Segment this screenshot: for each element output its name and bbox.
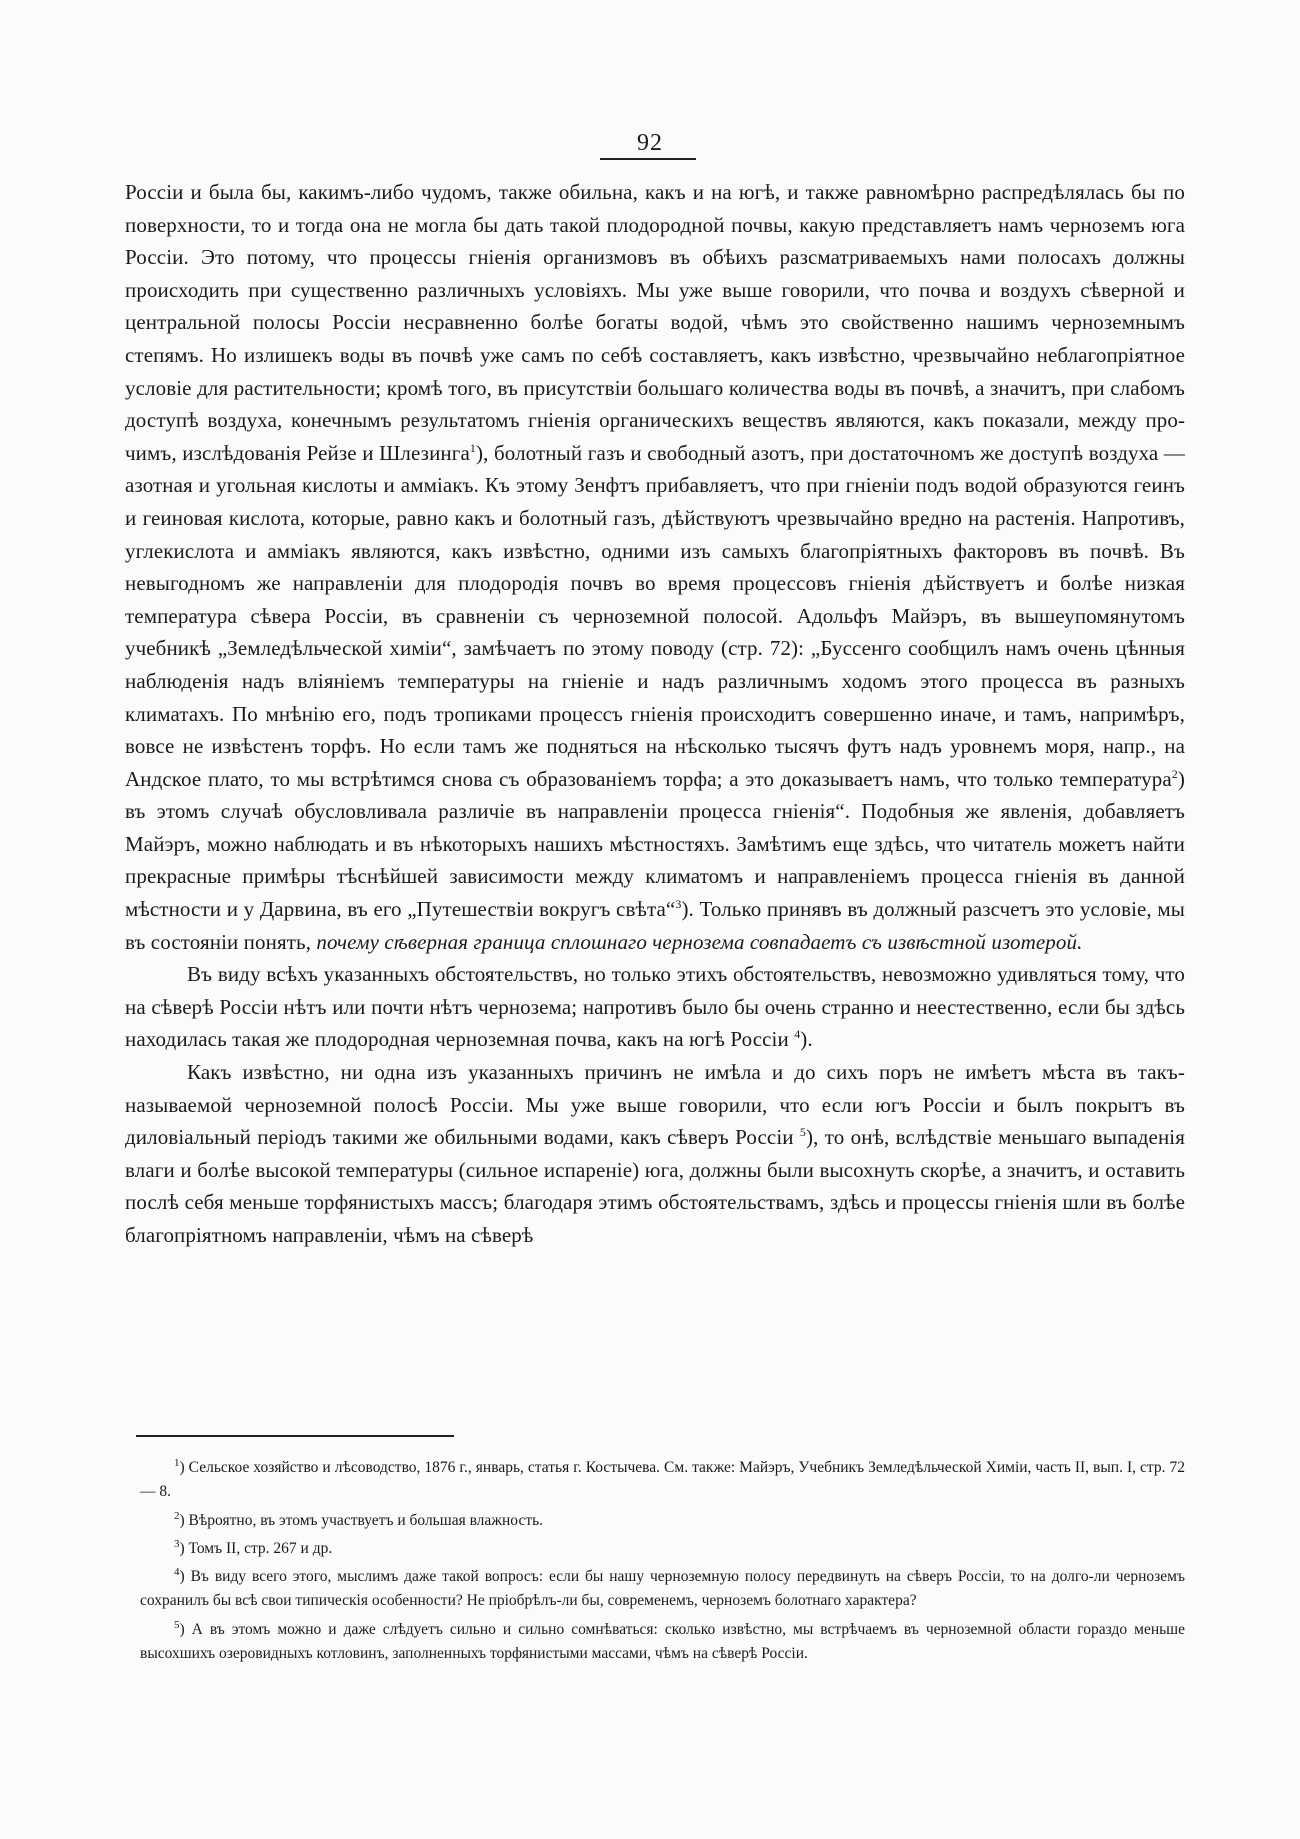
text-run: ). Только принявъ въ должный разсчетъ это условіе, мы въ состояніи понять, [125,897,1185,954]
paragraph [125,958,1185,1056]
text-run: Какъ извѣстно, ни одна изъ указанныхъ причинъ не имѣла и до сихъ поръ не имѣетъ мѣста въ такъ-называемой черноземной полосѣ Россіи. Мы уже выше говорили, что если югъ Россіи и былъ покрытъ въ диловіальный періодъ такими же обильными водами, какъ сѣверъ Россіи [125,1060,1185,1150]
footnote-mark: 3 [174,1537,180,1550]
text-run: ), болотный газъ и свободный азотъ, при достаточномъ же доступѣ воздуха — азотная и угольная кислоты и аммiакъ. Къ этому Зенфтъ прибавляетъ, что при гніеніи подъ водой образуются геинъ и геиновая кислота, которые, равно какъ и болотный газъ, дѣйствуютъ чрезвычайно вредно на растенія. Напротивъ, углекислота и аммiакъ являются, какъ извѣстно, одними изъ самыхъ благопріятныхъ факторовъ въ почвѣ. Въ невыгодномъ же направленіи для плодородія почвъ во время процессовъ гніенія дѣйствуетъ и болѣе низкая температура сѣвера Россіи, въ сравненіи съ черноземной полосой. Адольфъ Майэръ, въ вышеупомянутомъ учебникѣ „Земледѣльческой химіи“, замѣчаетъ по этому поводу (стр. 72): „Буссенго сообщилъ намъ очень цѣнныя наблюденія надъ вліяніемъ температуры на гніеніе и надъ различнымъ ходомъ этого процесса въ разныхъ климатахъ. По мнѣнію его, подъ тропиками процессъ гніенія происходитъ совершенно иначе, и тамъ, напримѣръ, вовсе не извѣстенъ торфъ. Но если тамъ же подняться на нѣсколько тысячъ футъ надъ уровнемъ моря, напр., на Андское плато, то мы встрѣтимся снова съ образованіемъ торфа; а это доказываетъ намъ, что только температура [125,440,1185,791]
main-text [125,176,1185,1252]
footnotes [140,1456,1185,1670]
footnote-ref: 1 [469,440,476,455]
text-run: Россіи и была бы, какимъ-либо чудомъ, также обильна, какъ и на югѣ, и также равномѣрно распредѣлялась бы по поверхности, то и тогда она не могла бы дать такой плодородной почвы, какую представляетъ намъ черноземъ юга Россіи. Это потому, что процессы гніенія организмовъ въ обѣихъ разсматриваемыхъ нами полосахъ должны происходить при существенно различныхъ условіяхъ. Мы уже выше говорили, что почва и воздухъ сѣверной и центральной полосы Россіи несравненно болѣе богаты водой, чѣмъ это свойственно нашимъ черноземнымъ степямъ. Но излишекъ воды въ почвѣ уже самъ по себѣ составляетъ, какъ извѣстно, чрезвычайно неблагопріятное условіе для растительности; кромѣ того, въ присутствіи большаго количества воды въ почвѣ, а значитъ, при слабомъ доступѣ воздуха, конечнымъ результатомъ гніенія органическихъ веществъ являются, какъ показали, между прочимъ, изслѣдованія Рейзе и Шлезинга [125,180,1185,465]
footnote-text: ) А въ этомъ можно и даже слѣдуетъ сильно и сильно сомнѣваться: сколько извѣстно, мы встрѣчаемъ въ черноземной области гораздо меньше высохшихъ озеровидныхъ котловинъ, заполненныхъ торфянистыми массами, чѣмъ на сѣверѣ Россіи. [140,1620,1185,1663]
footnote-ref: 4 [794,1027,801,1042]
text-run: ), то онѣ, вслѣдствіе меньшаго выпаденія влаги и болѣе высокой температуры (сильное испареніе) юга, должны были высохнуть скорѣе, а значитъ, и оставить послѣ себя меньше торфянистыхъ массъ; благодаря этимъ обстоятельствамъ, здѣсь и процессы гніенія шли въ болѣе благопріятномъ направленіи, чѣмъ на сѣверѣ [125,1125,1185,1247]
footnote [140,1509,1185,1533]
text-run: ) въ этомъ случаѣ обусловливала различіе въ направленіи процесса гніенія“. Подобныя же явленія, добавляетъ Майэръ, можно наблюдать и въ нѣкоторыхъ нашихъ мѣстностяхъ. Замѣтимъ еще здѣсь, что читатель можетъ найти прекрасные примѣры тѣснѣйшей зависимости между климатомъ и направленіемъ процесса гніенія въ данной мѣстности и у Дарвина, въ его „Путешествіи вокругъ свѣта“ [125,766,1185,922]
footnote-mark: 4 [174,1566,180,1579]
footnote-rule [136,1435,454,1437]
footnote-text: ) Томъ II, стр. 267 и др. [179,1539,333,1557]
text-run: ). [800,1027,813,1052]
footnote [140,1618,1185,1667]
footnote-ref: 3 [675,897,682,912]
footnote-text: ) Вѣроятно, въ этомъ участвуетъ и большая влажность. [179,1511,544,1529]
footnote-mark: 2 [174,1509,180,1522]
footnote-text: ) Въ виду всего этого, мыслимъ даже такой вопросъ: если бы нашу черноземную полосу передвинуть на сѣверъ Россіи, то на долго-ли черноземъ сохранилъ бы всѣ свои типическія особенности? Не пріобрѣлъ-ли бы, современемъ, черноземъ болотнаго характера? [140,1568,1185,1610]
footnote-mark: 1 [174,1456,180,1469]
page-number: 92 [637,130,663,156]
page-number-rule [600,158,696,160]
footnote [140,1565,1185,1614]
footnote-ref: 5 [799,1125,807,1140]
footnote [140,1537,1185,1561]
paragraph [125,1056,1185,1252]
paragraph [125,176,1185,958]
footnote-mark: 5 [174,1618,180,1631]
emphasis-text: почему сѣверная граница сплошнаго чернозема совпадаетъ съ извѣстной изотерой. [316,929,1083,954]
footnote-ref: 2 [1171,766,1178,781]
footnote-text: ) Сельское хозяйство и лѣсоводство, 1876 г., январь, статья г. Костычева. См. также: Майэръ, Учебникъ Земледѣльческой Химіи, часть II, вып. I, стр. 72 — 8. [140,1459,1185,1501]
text-run: Въ виду всѣхъ указанныхъ обстоятельствъ, но только этихъ обстоятельствъ, невозможно удивляться тому, что на сѣверѣ Россіи нѣтъ или почти нѣтъ чернозема; напротивъ было бы очень странно и неестественно, если бы здѣсь находилась такая же плодородная черноземная почва, какъ на югѣ Россіи [125,962,1185,1052]
footnote [140,1456,1185,1505]
